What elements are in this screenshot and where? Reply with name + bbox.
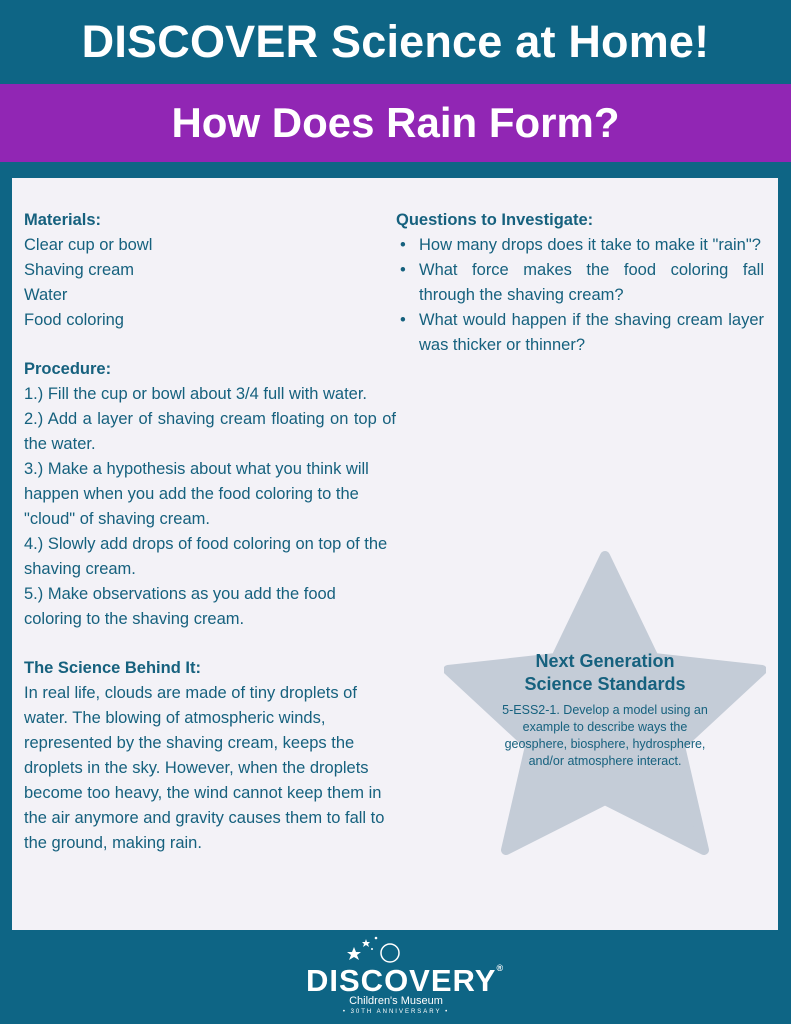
standards-title-line1: Next Generation	[535, 651, 675, 671]
question-item	[396, 308, 764, 358]
questions-list	[396, 233, 764, 358]
procedure-step: 2.) Add a layer of shaving cream floating on top of the water.	[24, 410, 396, 453]
left-column	[24, 208, 396, 856]
procedure-step: 4.) Slowly add drops of food coloring on top of the shaving cream.	[24, 535, 388, 578]
materials-item: Water	[24, 286, 68, 304]
standards-body: 5-ESS2-1. Develop a model using an example to describe ways the geosphere, biosphere, hydrosphere, and/or atmosphere interact.	[502, 703, 708, 768]
standards-title-line2: Science Standards	[524, 674, 686, 694]
standards-text	[502, 650, 708, 770]
question-text: What would happen if the shaving cream layer was thicker or thinner?	[419, 311, 764, 354]
logo-anniversary: • 30TH ANNIVERSARY •	[342, 1009, 450, 1015]
procedure-step: 3.) Make a hypothesis about what you think will happen when you add the food coloring to the "cloud" of shaving cream.	[24, 460, 369, 528]
star-cluster-icon	[346, 935, 406, 965]
activity-title: How Does Rain Form?	[171, 99, 620, 146]
page-header	[0, 0, 791, 84]
logo-word: DISCOVERY	[306, 963, 497, 998]
question-text: What force makes the food coloring fall through the shaving cream?	[419, 261, 764, 304]
materials-item: Clear cup or bowl	[24, 236, 153, 254]
bullet-icon: •	[400, 236, 406, 254]
procedure-step: 1.) Fill the cup or bowl about 3/4 full with water.	[24, 385, 368, 403]
questions-heading: Questions to Investigate:	[396, 211, 594, 229]
header-title: DISCOVER Science at Home!	[81, 16, 710, 67]
logo-subtitle: Children's Museum	[349, 995, 443, 1007]
procedure-heading: Procedure:	[24, 360, 112, 378]
bullet-icon: •	[400, 311, 406, 329]
page-subheader	[0, 84, 791, 162]
science-heading: The Science Behind It:	[24, 659, 201, 677]
logo-wordmark	[306, 963, 505, 999]
materials-item: Shaving cream	[24, 261, 135, 279]
standards-star	[444, 550, 766, 856]
right-column	[396, 208, 764, 358]
science-body: In real life, clouds are made of tiny droplets of water. The blowing of atmospheric winds, represented by the shaving cream, keeps the droplets in the sky. However, when the droplets become too heavy, the wind cannot keep them in the air anymore and gravity causes them to fall to the ground, making rain.	[24, 684, 385, 852]
registered-mark: ®	[496, 963, 505, 973]
materials-heading: Materials:	[24, 211, 102, 229]
materials-item: Food coloring	[24, 311, 124, 329]
museum-logo	[290, 935, 505, 1020]
question-item	[396, 233, 764, 258]
question-item	[396, 258, 764, 308]
content-panel	[12, 178, 778, 930]
question-text: How many drops does it take to make it "rain"?	[419, 236, 761, 254]
bullet-icon: •	[400, 261, 406, 279]
procedure-step: 5.) Make observations as you add the food coloring to the shaving cream.	[24, 585, 336, 628]
